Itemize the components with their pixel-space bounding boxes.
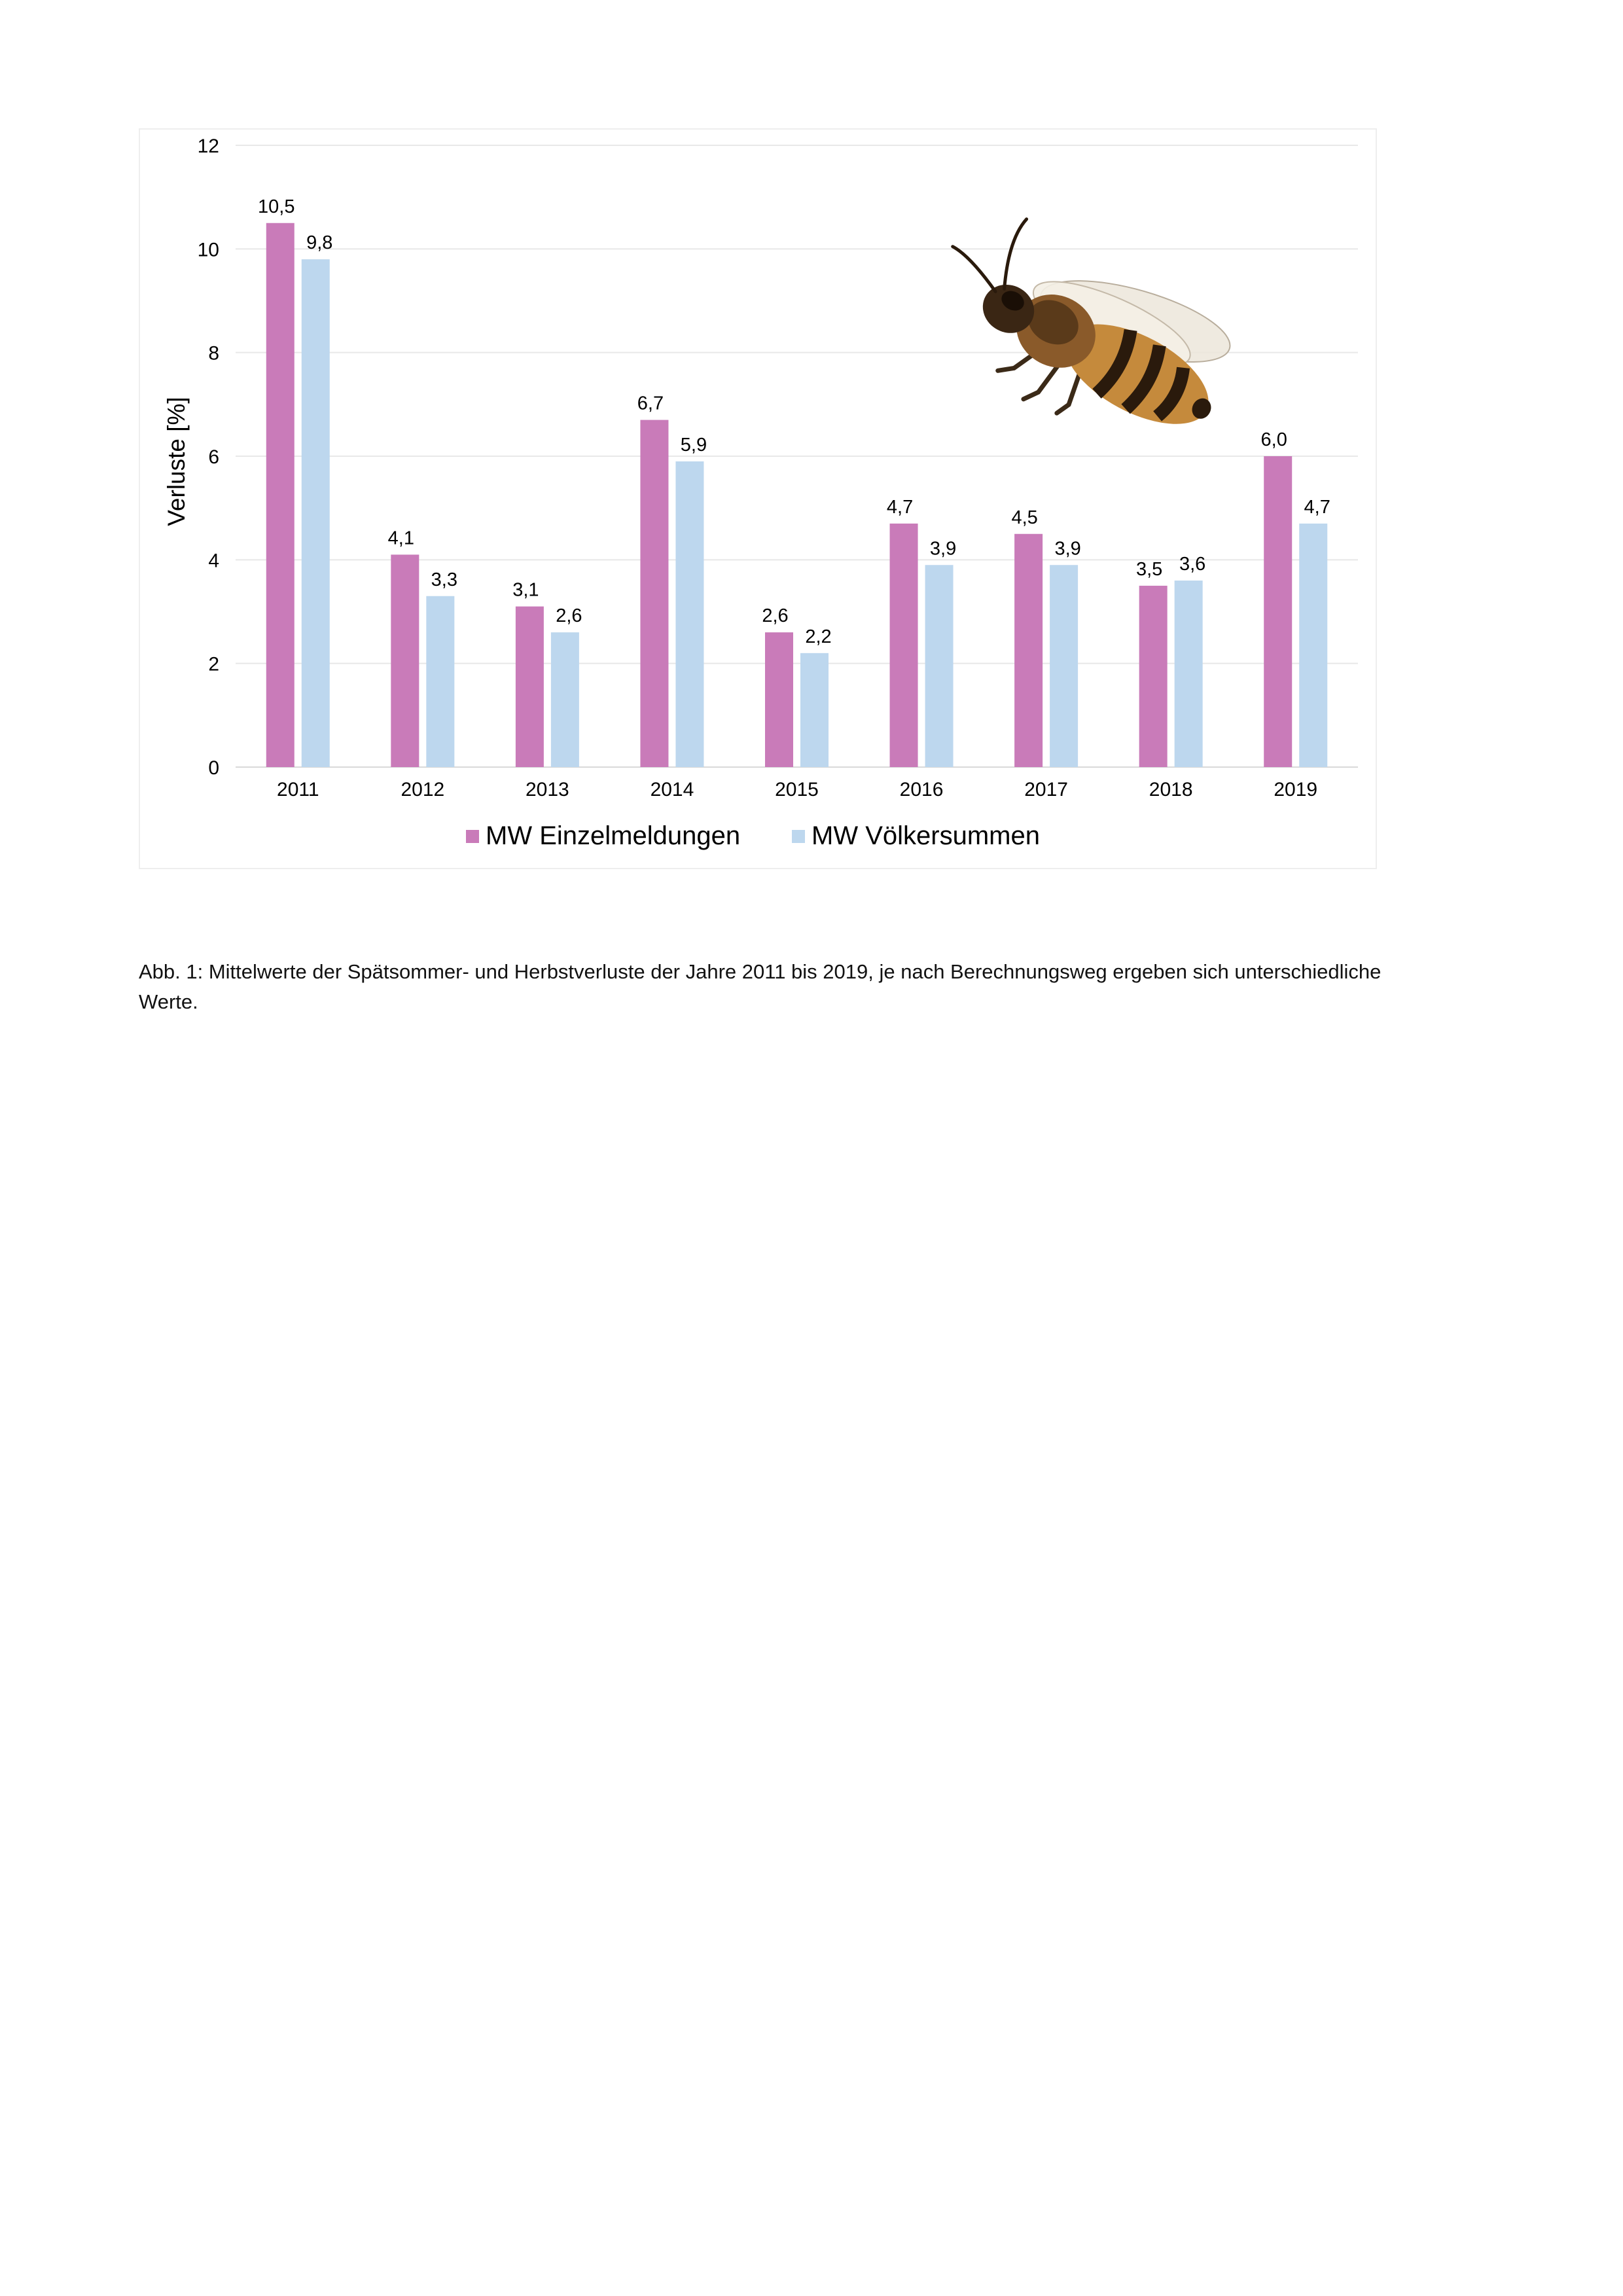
y-tick-label-12: 12 [197, 135, 219, 157]
x-tick-label-2011: 2011 [277, 779, 319, 800]
x-tick-label-2015: 2015 [775, 779, 819, 800]
x-tick-label-2012: 2012 [401, 779, 445, 800]
legend-swatch-einzelmeldungen [466, 830, 479, 843]
bar-voelkersummen-2013 [551, 632, 579, 767]
value-label-voelkersummen-2018: 3,6 [1179, 554, 1206, 575]
figure-caption: Abb. 1: Mittelwerte der Spätsommer- und Herbstverluste der Jahre 2011 bis 2019, je nach Berechnungsweg ergeben sich unterschiedliche Werte. [139, 960, 1382, 1013]
bar-voelkersummen-2012 [426, 596, 454, 767]
bee-antennae [944, 194, 1039, 295]
bar-einzelmeldungen-2011 [266, 223, 294, 767]
value-label-einzelmeldungen-2015: 2,6 [762, 605, 789, 627]
bar-einzelmeldungen-2016 [890, 524, 918, 767]
value-label-einzelmeldungen-2013: 3,1 [512, 579, 539, 601]
value-label-einzelmeldungen-2017: 4,5 [1011, 507, 1038, 528]
bar-voelkersummen-2011 [302, 259, 330, 767]
value-label-einzelmeldungen-2018: 3,5 [1136, 558, 1163, 580]
y-axis-title: Verluste [%] [163, 397, 190, 526]
bar-einzelmeldungen-2013 [516, 607, 544, 767]
x-tick-label-2018: 2018 [1149, 779, 1193, 800]
bar-voelkersummen-2017 [1050, 565, 1078, 767]
y-tick-label-2: 2 [208, 653, 219, 675]
x-tick-label-2017: 2017 [1024, 779, 1068, 800]
x-axis-ticks [277, 779, 1317, 800]
x-tick-label-2016: 2016 [899, 779, 944, 800]
y-tick-label-0: 0 [208, 757, 219, 779]
value-label-einzelmeldungen-2016: 4,7 [886, 496, 914, 518]
value-label-voelkersummen-2019: 4,7 [1304, 496, 1330, 518]
y-tick-label-4: 4 [208, 550, 219, 572]
value-label-einzelmeldungen-2019: 6,0 [1260, 429, 1287, 450]
bar-einzelmeldungen-2018 [1139, 586, 1168, 767]
value-label-voelkersummen-2016: 3,9 [929, 538, 957, 560]
legend-label-voelkersummen: MW Völkersummen [812, 821, 1040, 850]
value-label-voelkersummen-2017: 3,9 [1054, 538, 1081, 560]
value-label-voelkersummen-2013: 2,6 [556, 605, 582, 627]
value-label-einzelmeldungen-2012: 4,1 [387, 528, 414, 549]
bee-illustration [905, 184, 1255, 479]
bar-voelkersummen-2018 [1175, 581, 1203, 767]
bar-voelkersummen-2016 [925, 565, 954, 767]
bar-voelkersummen-2015 [800, 653, 829, 767]
value-label-einzelmeldungen-2011: 10,5 [258, 196, 295, 217]
value-label-voelkersummen-2014: 5,9 [680, 434, 707, 456]
bar-einzelmeldungen-2017 [1014, 534, 1043, 767]
bar-einzelmeldungen-2012 [391, 554, 419, 767]
y-tick-label-6: 6 [208, 446, 219, 468]
x-tick-label-2014: 2014 [650, 779, 694, 800]
y-axis-ticks [198, 135, 219, 779]
bar-einzelmeldungen-2015 [765, 632, 793, 767]
y-tick-label-8: 8 [208, 342, 219, 365]
bar-voelkersummen-2014 [675, 461, 704, 767]
legend-label-einzelmeldungen: MW Einzelmeldungen [486, 821, 741, 850]
legend-swatch-voelkersummen [792, 830, 805, 843]
bar-einzelmeldungen-2019 [1264, 456, 1292, 767]
value-label-voelkersummen-2012: 3,3 [431, 569, 457, 590]
bar-voelkersummen-2019 [1299, 524, 1327, 767]
bar-einzelmeldungen-2014 [640, 420, 668, 767]
value-label-voelkersummen-2015: 2,2 [805, 626, 832, 647]
y-tick-label-10: 10 [197, 239, 219, 261]
legend [466, 821, 1040, 850]
value-label-voelkersummen-2011: 9,8 [306, 232, 333, 254]
x-tick-label-2013: 2013 [526, 779, 569, 800]
x-tick-label-2019: 2019 [1274, 779, 1318, 800]
value-label-einzelmeldungen-2014: 6,7 [637, 393, 664, 414]
